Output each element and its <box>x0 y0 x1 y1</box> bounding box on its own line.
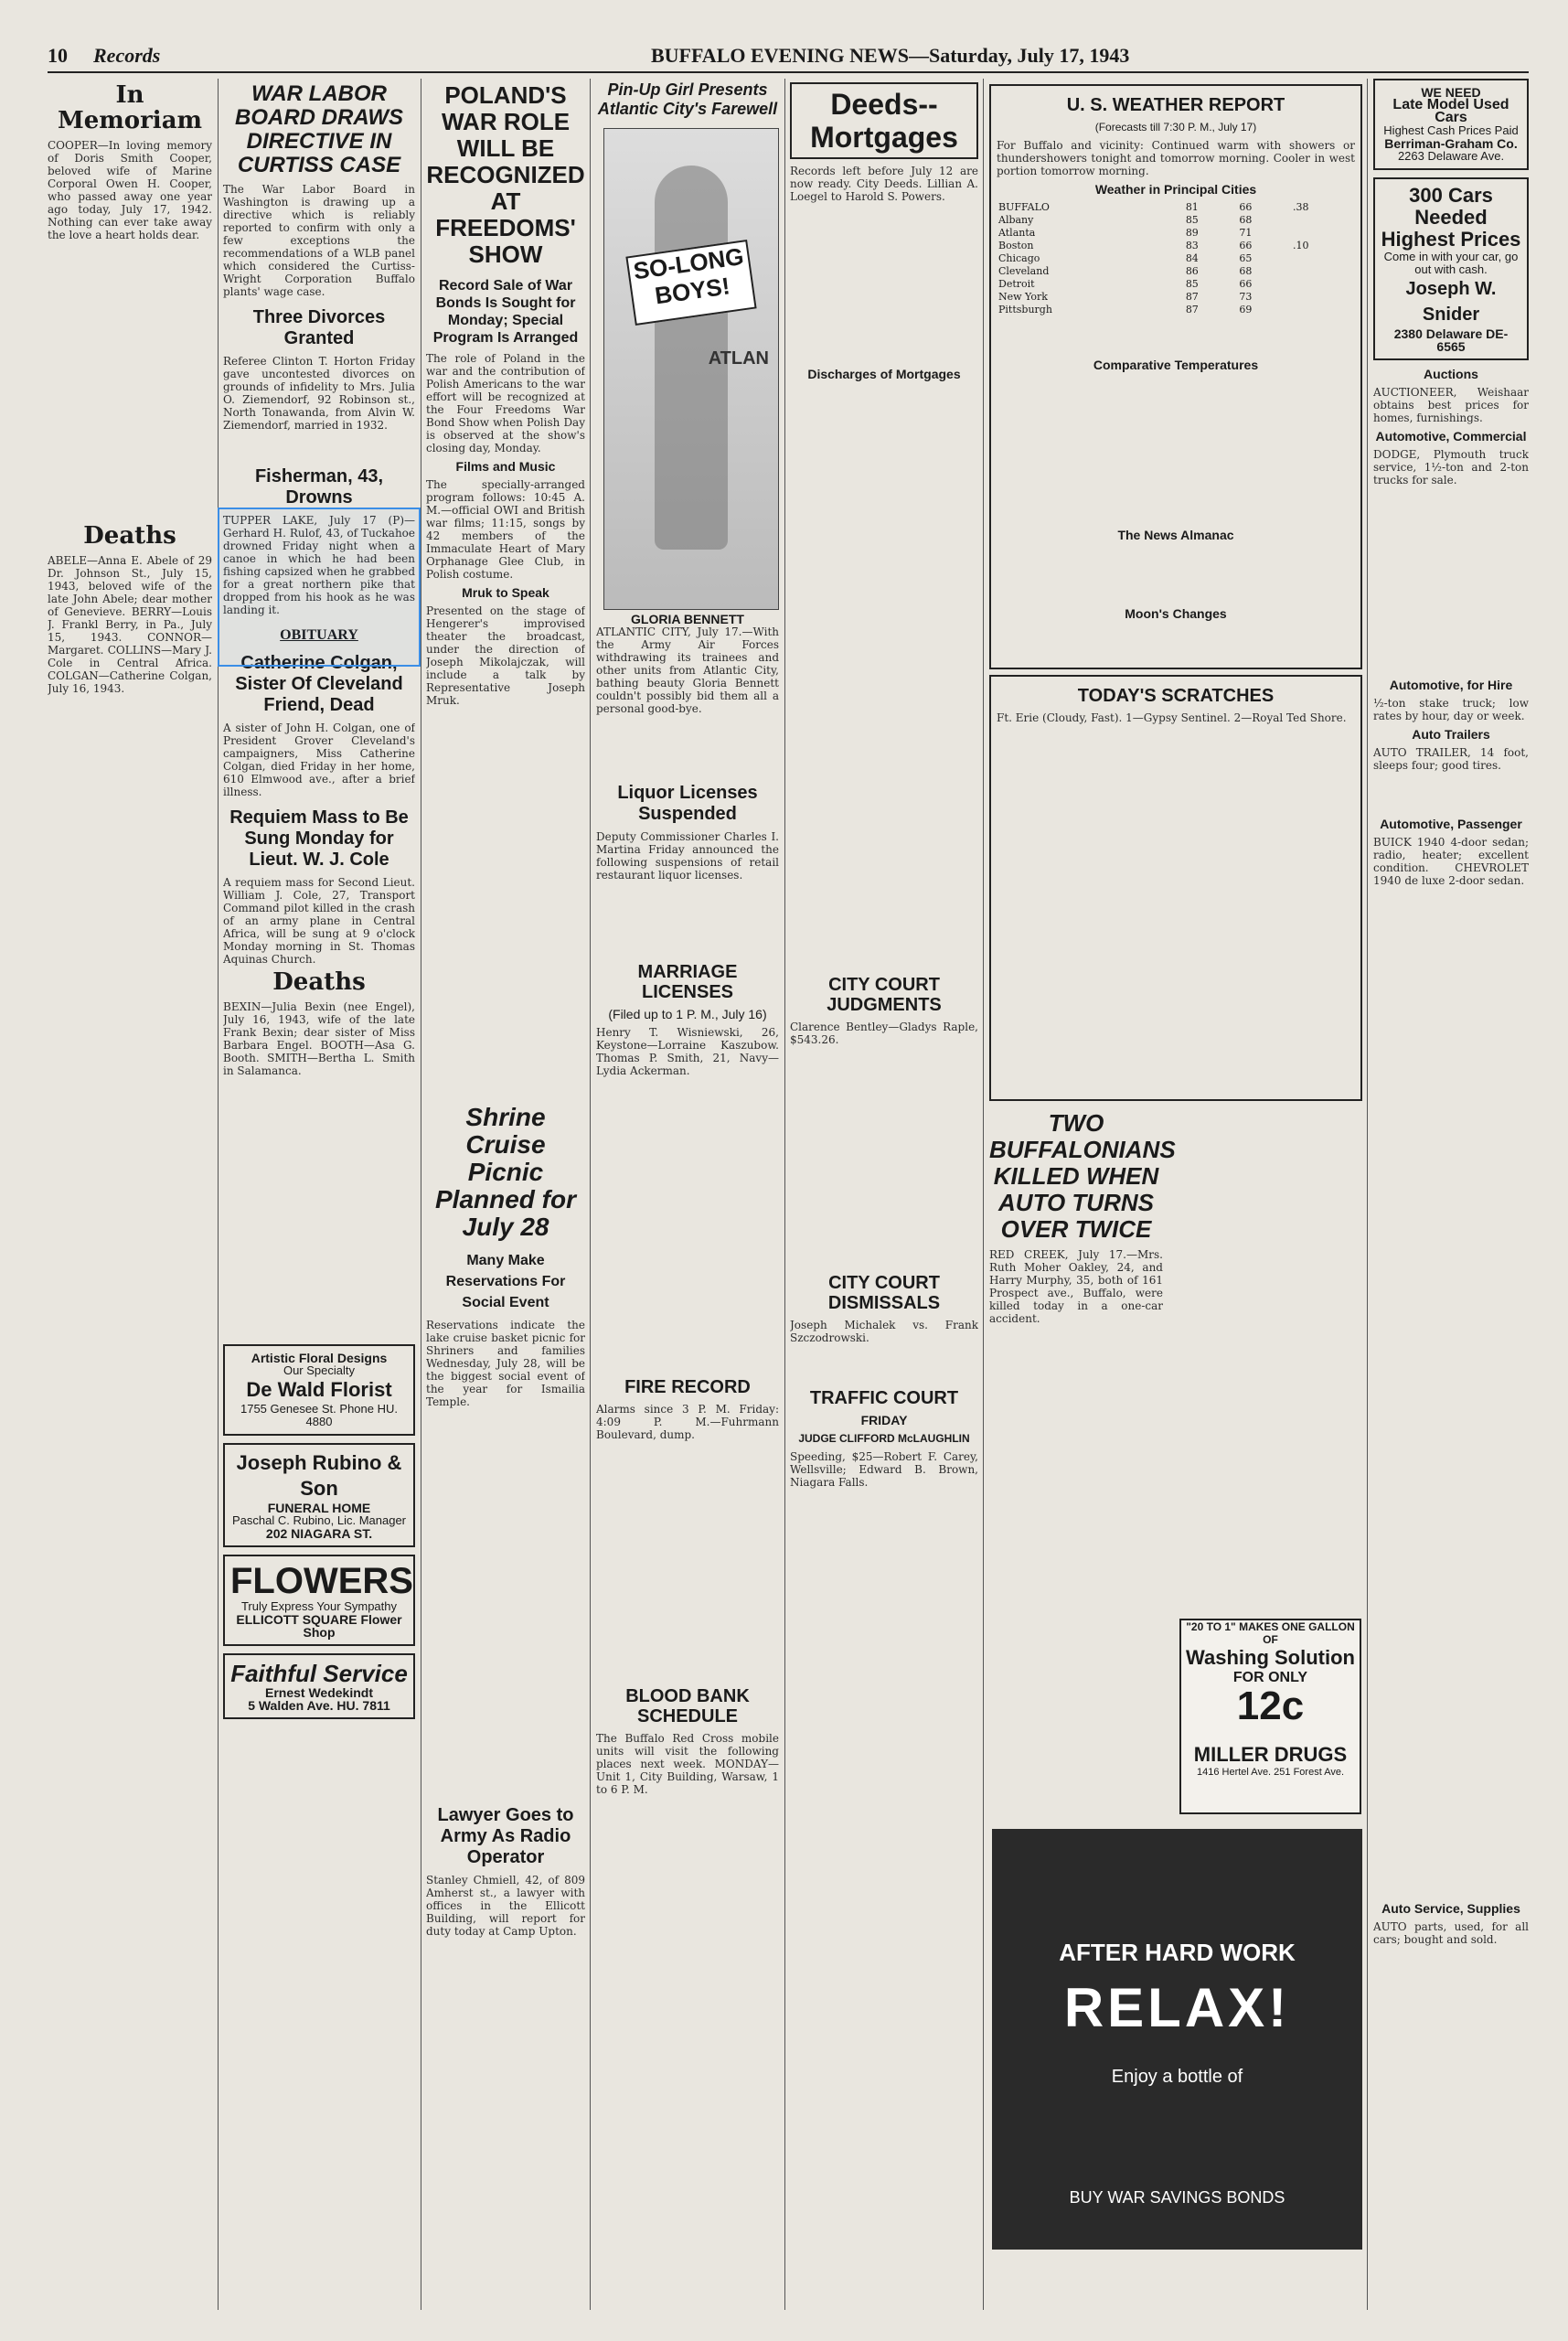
funeral-home-sub: FUNERAL HOME <box>267 1501 371 1515</box>
berriman-ad-line2: Late Model Used Cars <box>1392 97 1509 125</box>
city-city: Boston <box>998 240 1034 251</box>
trailers-heading: Auto Trailers <box>1412 727 1490 742</box>
florist-ad-address: 1755 Genesee St. Phone HU. 4880 <box>240 1402 398 1428</box>
shrine-text: Reservations indicate the lake cruise basket picnic for Shriners and families Wednesday, July 28, will be the biggest social event of the year for Ismailia Temple. <box>426 1319 585 1408</box>
films-text: The specially-arranged program follows: 10:45 A. M.—official OWI and British war films; 11:15, songs by 42 members of the Immaculate Heart of Mary Orphanage Glee Club, in Polish costume. <box>426 478 585 581</box>
faithful-service-title: Faithful Service <box>230 1660 408 1687</box>
auctions-heading: Auctions <box>1424 367 1478 381</box>
city-row <box>997 265 1355 278</box>
relax-ad-line1: AFTER HARD WORK <box>1059 1939 1296 1966</box>
washing-solution-ad <box>1179 1619 1361 1814</box>
florist-ad-name: De Wald Florist <box>246 1378 392 1401</box>
city-city: BUFFALO <box>998 201 1050 213</box>
berriman-ad-address: 2263 Delaware Ave. <box>1397 149 1505 163</box>
fisherman-headline: Fisherman, 43, Drowns <box>254 466 384 508</box>
poland-deck: Record Sale of War Bonds Is Sought for Monday; Special Program Is Arranged <box>432 278 579 346</box>
blood-headline: BLOOD BANK SCHEDULE <box>625 1686 750 1726</box>
city-row <box>997 240 1355 252</box>
auto-service-text: AUTO parts, used, for all cars; bought and sold. <box>1373 1920 1529 1946</box>
wash-ad-title: Washing Solution <box>1186 1646 1355 1669</box>
flowers-ad <box>223 1555 415 1646</box>
city-city: Pittsburgh <box>998 304 1052 315</box>
city-city: New York <box>998 291 1048 303</box>
florist-ad <box>223 1344 415 1436</box>
city-max: 86 <box>1185 265 1199 277</box>
dismissals-headline: CITY COURT DISMISSALS <box>827 1273 941 1313</box>
weather-headline: U. S. WEATHER REPORT <box>1066 95 1285 115</box>
city-precip <box>1291 278 1355 291</box>
column-weather <box>989 79 1362 1615</box>
lawyer-headline: Lawyer Goes to Army As Radio Operator <box>437 1805 574 1867</box>
city-precip <box>1291 291 1355 304</box>
funeral-home-ad <box>223 1443 415 1547</box>
photo-heading: Pin-Up Girl Presents Atlantic City's Farewell <box>597 80 778 118</box>
city-precip <box>1291 227 1355 240</box>
liquor-headline: Liquor Licenses Suspended <box>617 783 758 824</box>
city-row <box>997 304 1355 316</box>
city-max: 84 <box>1185 252 1199 264</box>
comparative-heading: Comparative Temperatures <box>1093 358 1259 372</box>
judgments-text: Clarence Bentley—Gladys Raple, $543.26. <box>790 1021 978 1046</box>
city-min: 69 <box>1239 304 1253 315</box>
blood-text: The Buffalo Red Cross mobile units will visit the following places next week. MONDAY—Unit 1, City Building, Warsaw, 1 to 6 P. M. <box>596 1732 779 1796</box>
city-max: 85 <box>1185 278 1199 290</box>
traffic-text: Speeding, $25—Robert F. Carey, Wellsville; Edward B. Brown, Niagara Falls. <box>790 1450 978 1489</box>
discharges-subhead: Discharges of Mortgages <box>807 367 961 381</box>
trailers-text: AUTO TRAILER, 14 foot, sleeps four; good tires. <box>1373 746 1529 772</box>
section-name: Records <box>93 44 161 67</box>
column-rule <box>1367 79 1368 2310</box>
faithful-service-funeral: Ernest Wedekindt <box>265 1685 373 1700</box>
city-precip <box>1291 214 1355 227</box>
column-deeds <box>790 79 978 2310</box>
divorces-headline: Three Divorces Granted <box>252 307 386 348</box>
mruk-subhead: Mruk to Speak <box>462 585 549 600</box>
city-min: 68 <box>1239 214 1253 226</box>
pin-up-photo <box>603 128 779 610</box>
berriman-ad-line3: Highest Cash Prices Paid <box>1383 123 1519 137</box>
city-row <box>997 278 1355 291</box>
city-city: Chicago <box>998 252 1040 264</box>
auto-service-heading: Auto Service, Supplies <box>1381 1901 1520 1916</box>
florist-ad-title: Artistic Floral Designs <box>251 1351 388 1365</box>
column-photo-records-lower <box>596 613 779 2304</box>
judgments-headline: CITY COURT JUDGMENTS <box>827 975 942 1015</box>
fire-headline: FIRE RECORD <box>624 1377 751 1397</box>
requiem-headline: Requiem Mass to Be Sung Monday for Lieut. W. J. Cole <box>229 807 409 870</box>
snider-ad-line1: 300 Cars Needed <box>1409 184 1493 229</box>
requiem-text: A requiem mass for Second Lieut. William J. Cole, 27, Transport Command pilot killed in the crash of an army plane in Central Africa, will be sung at 9 o'clock Monday morning in St. Thomas Aquinas Church. <box>223 876 415 966</box>
poland-headline: POLAND'S WAR ROLE WILL BE RECOGNIZED AT FREEDOMS' SHOW <box>426 81 585 268</box>
city-min: 66 <box>1239 240 1253 251</box>
auto-passenger-heading: Automotive, Passenger <box>1380 817 1522 831</box>
labor-board-headline: WAR LABOR BOARD DRAWS DIRECTIVE IN CURTISS CASE <box>235 81 403 177</box>
city-row <box>997 201 1355 214</box>
relax-ad-line2: RELAX! <box>1063 1977 1291 2038</box>
snider-ad <box>1373 177 1529 360</box>
city-city: Albany <box>998 214 1034 226</box>
column-rule <box>590 79 591 2310</box>
weather-subhead: (Forecasts till 7:30 P. M., July 17) <box>1094 121 1257 134</box>
principal-cities-heading: Weather in Principal Cities <box>1094 182 1257 197</box>
city-precip <box>1291 265 1355 278</box>
column-rule <box>218 79 219 2310</box>
mruk-text: Presented on the stage of Hengerer's improvised theater the broadcast, under the direction of Joseph Mikolajczak, will include a talk by Representative Joseph Mruk. <box>426 604 585 707</box>
berriman-ad-name: Berriman-Graham Co. <box>1384 136 1518 151</box>
snider-ad-address: 2380 Delaware DE-6565 <box>1393 326 1509 354</box>
city-max: 83 <box>1185 240 1199 251</box>
photo-caption: GLORIA BENNETT <box>631 613 744 626</box>
faithful-service-ad <box>223 1653 415 1719</box>
city-city: Atlanta <box>998 227 1036 239</box>
wash-ad-address: 1416 Hertel Ave. 251 Forest Ave. <box>1196 1767 1345 1778</box>
city-min: 68 <box>1239 265 1253 277</box>
wash-ad-top: "20 TO 1" MAKES ONE GALLON OF <box>1186 1620 1355 1646</box>
flowers-ad-sub: Truly Express Your Sympathy <box>240 1599 398 1613</box>
wash-ad-store: MILLER DRUGS <box>1193 1743 1348 1766</box>
weather-text: For Buffalo and vicinity: Continued warm with showers or thundershowers tonight and tomorrow morning. Cooler in west portion tomorrow morning. <box>997 139 1355 177</box>
moon-heading: Moon's Changes <box>1125 606 1227 621</box>
shrine-deck: Many Make Reservations For Social Event <box>445 1253 566 1310</box>
auto-passenger-text: BUICK 1940 4-door sedan; radio, heater; excellent condition. CHEVROLET 1940 de luxe 2-door sedan. <box>1373 836 1529 887</box>
films-subhead: Films and Music <box>455 459 556 474</box>
city-row <box>997 291 1355 304</box>
florist-ad-subtitle: Our Specialty <box>283 1363 356 1377</box>
deeds-headline: Deeds--Mortgages <box>790 82 978 159</box>
memoriam-text: COOPER—In loving memory of Doris Smith Cooper, beloved wife of Marine Corporal Owen H. Cooper, who passed away one year ago today, July 17, 1942. Nothing can ever take away the love a heart holds dear. <box>48 139 212 241</box>
city-min: 65 <box>1239 252 1253 264</box>
city-max: 81 <box>1185 201 1199 213</box>
auctions-text: AUCTIONEER, Weishaar obtains best prices for homes, furnishings. <box>1373 386 1529 424</box>
column-notices <box>48 79 212 2310</box>
photo-sign-atlan: ATLAN <box>708 348 769 369</box>
city-precip: .38 <box>1293 201 1309 213</box>
buffalonians-text: RED CREEK, July 17.—Mrs. Ruth Moher Oakley, 24, and Harry Murphy, 35, both of 161 Prospect ave., Buffalo, were killed today in a one-car accident. <box>989 1248 1163 1325</box>
city-precip: .10 <box>1293 240 1309 251</box>
city-precip <box>1291 304 1355 316</box>
photo-text: ATLANTIC CITY, July 17.—With the Army Air Forces withdrawing its trainees and other units from Atlantic City, bathing beauty Gloria Bennett couldn't possibly bid them all a personal good-bye. <box>596 625 779 715</box>
scratches-headline: TODAY'S SCRATCHES <box>1077 686 1275 706</box>
berriman-ad-line1: WE NEED <box>1421 85 1481 100</box>
labor-board-text: The War Labor Board in Washington is drawing up a directive which is reliably reported to confirm with only a few exceptions the recommendations of a WLB panel which considered the Curtiss-Wright Corporation Buffalo plants' wage case. <box>223 183 415 298</box>
fire-text: Alarms since 3 P. M. Friday: 4:09 P. M.—Fuhrmann Boulevard, dump. <box>596 1403 779 1441</box>
flowers-ad-name: FLOWERS <box>230 1561 413 1601</box>
relax-ad <box>992 1829 1362 2250</box>
city-precip <box>1291 252 1355 265</box>
scratches-box <box>989 675 1362 1101</box>
divorces-text: Referee Clinton T. Horton Friday gave uncontested divorces on grounds of infidelity to Mrs. Julia O. Ziemendorf, 92 Robinson st., North Tonawanda, from Alvin W. Ziemendorf, married in 1932. <box>223 355 415 432</box>
colgan-headline: Catherine Colgan, Sister Of Cleveland Friend, Dead <box>235 653 403 715</box>
city-max: 87 <box>1185 291 1199 303</box>
snider-ad-name: Joseph W. Snider <box>1405 279 1497 325</box>
marriage-text: Henry T. Wisniewski, 26, Keystone—Lorraine Kaszubow. Thomas P. Smith, 21, Navy—Lydia Ackerman. <box>596 1026 779 1077</box>
wash-ad-price: 12c <box>1236 1684 1305 1728</box>
wash-ad-for: FOR ONLY <box>1232 1670 1308 1685</box>
cities-table <box>997 201 1355 316</box>
flowers-ad-shop: ELLICOTT SQUARE Flower Shop <box>236 1612 402 1640</box>
page-number: 10 <box>48 44 68 67</box>
deeds-text: Records left before July 12 are now ready. City Deeds. Lillian A. Loegel to Harold S. Powers. <box>790 165 978 203</box>
colgan-text: A sister of John H. Colgan, one of President Grover Cleveland's campaigners, Miss Catherine Colgan, died Friday in her home, 610 Elmwood ave., after a brief illness. <box>223 722 415 798</box>
traffic-judge: JUDGE CLIFFORD McLAUGHLIN <box>798 1432 970 1445</box>
lawyer-text: Stanley Chmiell, 42, of 809 Amherst st., a lawyer with offices in the Ellicott Building, will report for duty today at Camp Upton. <box>426 1874 585 1938</box>
poland-text: The role of Poland in the war and the contribution of Polish Americans to the war effort will be recognized at the Four Freedoms War Bond Show when Polish Day is observed at the show's closing day, Monday. <box>426 352 585 454</box>
marriage-subhead: (Filed up to 1 P. M., July 16) <box>608 1007 767 1021</box>
city-min: 66 <box>1239 278 1253 290</box>
column-rule <box>784 79 785 2310</box>
column-rule <box>983 79 984 2310</box>
auto-commercial-text: DODGE, Plymouth truck service, 1½-ton and 2-ton trucks for sale. <box>1373 448 1529 486</box>
city-row <box>997 227 1355 240</box>
relax-ad-bottom: BUY WAR SAVINGS BONDS <box>1069 2188 1285 2207</box>
top-rule <box>48 71 1529 73</box>
berriman-ad <box>1373 79 1529 170</box>
snider-ad-line3: Come in with your car, go out with cash. <box>1383 250 1519 276</box>
city-max: 85 <box>1185 214 1199 226</box>
auto-hire-heading: Automotive, for Hire <box>1389 678 1513 692</box>
city-max: 87 <box>1185 304 1199 315</box>
newspaper-name: BUFFALO EVENING NEWS—Saturday, July 17, 1943 <box>651 44 1130 67</box>
funeral-home-address: 202 NIAGARA ST. <box>265 1526 373 1541</box>
shrine-headline: Shrine Cruise Picnic Planned for July 28 <box>434 1103 576 1241</box>
relax-ad-line3: Enjoy a bottle of <box>1111 2067 1243 2087</box>
liquor-text: Deputy Commissioner Charles I. Martina Friday announced the following suspensions of retail restaurant liquor licenses. <box>596 830 779 882</box>
traffic-headline: TRAFFIC COURT <box>809 1388 959 1408</box>
memoriam-continued <box>48 245 212 519</box>
city-city: Cleveland <box>998 265 1050 277</box>
almanac-heading: The News Almanac <box>1117 528 1234 542</box>
funeral-home-manager: Paschal C. Rubino, Lic. Manager <box>231 1513 407 1527</box>
faithful-service-address: 5 Walden Ave. HU. 7811 <box>248 1698 390 1713</box>
city-min: 66 <box>1239 201 1253 213</box>
fisherman-text: TUPPER LAKE, July 17 (P)—Gerhard H. Rulof, 43, of Tuckahoe drowned Friday night when a canoe in which he had been fishing capsized when he grabbed for a great northern pike that dropped from his hook as he was landing it. <box>223 514 415 616</box>
buffalonians-headline: TWO BUFFALONIANS KILLED WHEN AUTO TURNS OVER TWICE <box>989 1109 1176 1243</box>
photo-sign: SO-LONG BOYS! <box>625 240 756 326</box>
highlighted-article-box <box>218 508 421 667</box>
weather-box <box>989 84 1362 669</box>
dismissals-text: Joseph Michalek vs. Frank Szczodrowski. <box>790 1319 978 1344</box>
column-news-left <box>223 79 415 2310</box>
deaths-text: ABELE—Anna E. Abele of 29 Dr. Johnson St., July 15, 1943, beloved wife of the late John Abele; dear mother of Genevieve. BERRY—Louis J. Frankl Berry, in Pa., July 15, 1943. CONNOR—Margaret. COLLINS—Mary J. Cole in Central Africa. COLGAN—Catherine Colgan, July 16, 1943. <box>48 554 212 695</box>
traffic-subhead: FRIDAY <box>860 1413 908 1427</box>
obituary-label: OBITUARY <box>280 627 358 643</box>
city-row <box>997 214 1355 227</box>
auto-commercial-heading: Automotive, Commercial <box>1375 429 1527 444</box>
deaths-heading: Deaths <box>272 968 366 996</box>
scratches-text: Ft. Erie (Cloudy, Fast). 1—Gypsy Sentinel. 2—Royal Ted Shore. <box>997 711 1347 724</box>
column-news-center <box>426 79 585 2310</box>
city-row <box>997 252 1355 265</box>
city-max: 89 <box>1185 227 1199 239</box>
funeral-home-name: Joseph Rubino & Son <box>236 1451 402 1500</box>
column-classifieds <box>1373 79 1529 2310</box>
memoriam-heading: In Memoriam <box>57 81 203 134</box>
auto-hire-text: ½-ton stake truck; low rates by hour, day or week. <box>1373 697 1529 722</box>
city-min: 71 <box>1239 227 1253 239</box>
city-min: 73 <box>1239 291 1253 303</box>
snider-ad-line2: Highest Prices <box>1381 228 1521 251</box>
marriage-headline: MARRIAGE LICENSES <box>637 962 738 1002</box>
city-city: Detroit <box>998 278 1035 290</box>
deaths-heading: Deaths <box>83 522 176 550</box>
deaths-text: BEXIN—Julia Bexin (nee Engel), July 16, 1943, wife of the late Frank Bexin; dear sister of Miss Barbara Engel. BOOTH—Asa G. Booth. SMITH—Bertha L. Smith in Salamanca. <box>223 1000 415 1077</box>
